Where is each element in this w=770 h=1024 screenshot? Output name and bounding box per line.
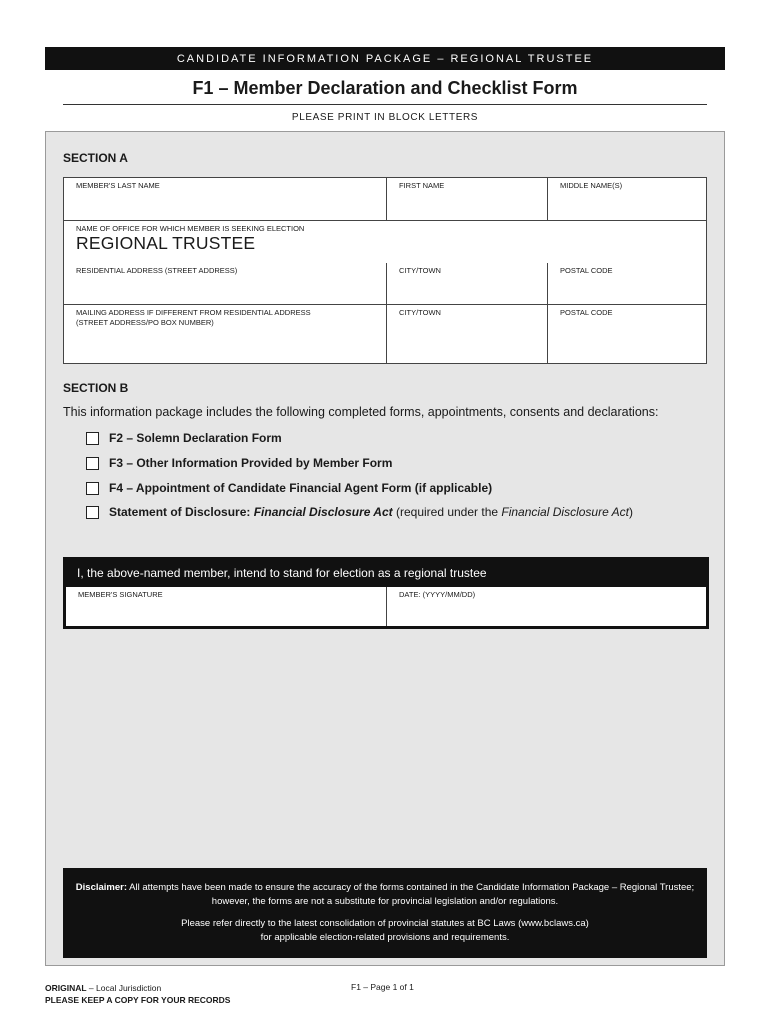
page-number: F1 – Page 1 of 1	[351, 982, 414, 992]
declaration-block	[63, 557, 709, 629]
disclaimer-text: All attempts have been made to ensure the accuracy of the forms contained in the Candidate Information Package – Regional Trustee; however, the forms are not a substitute for provincial legislation and/or regulations.	[127, 882, 695, 907]
first-name-field[interactable]	[386, 178, 547, 220]
section-a-heading: SECTION A	[63, 151, 128, 165]
footer-copy-note	[45, 982, 230, 1006]
bclaws-reference: Please refer directly to the latest consolidation of provincial statutes at BC Laws (www.bclaws.ca)	[181, 918, 589, 929]
disclosure-act-name: Financial Disclosure Act	[253, 505, 393, 519]
package-banner: CANDIDATE INFORMATION PACKAGE – REGIONAL TRUSTEE	[45, 47, 725, 70]
signature-row	[66, 587, 706, 626]
f2-checkbox[interactable]	[86, 432, 99, 445]
mailing-address-label-2: (STREET ADDRESS/PO BOX NUMBER)	[76, 318, 214, 327]
mailing-city-town-field[interactable]	[386, 304, 547, 363]
f4-checkbox[interactable]	[86, 482, 99, 495]
postal-code-field[interactable]	[547, 263, 706, 304]
mailing-postal-code-label: POSTAL CODE	[560, 308, 613, 317]
first-name-label: FIRST NAME	[399, 181, 445, 190]
f2-label: F2 – Solemn Declaration Form	[109, 431, 282, 445]
title-divider	[63, 104, 707, 105]
checklist-item-disclosure[interactable]	[86, 505, 633, 519]
f4-label: F4 – Appointment of Candidate Financial Agent Form (if applicable)	[109, 481, 493, 495]
middle-name-field[interactable]	[547, 178, 706, 220]
footer-jurisdiction: – Local Jurisdiction	[86, 983, 162, 993]
mailing-address-field[interactable]	[64, 304, 386, 363]
last-name-field[interactable]	[64, 178, 386, 220]
member-signature-label: MEMBER'S SIGNATURE	[78, 590, 163, 599]
f3-label: F3 – Other Information Provided by Member Form	[109, 456, 393, 470]
residential-address-field[interactable]	[64, 263, 386, 304]
city-town-field[interactable]	[386, 263, 547, 304]
member-signature-field[interactable]	[66, 587, 386, 626]
section-b-heading: SECTION B	[63, 381, 129, 395]
middle-name-label: MIDDLE NAME(S)	[560, 181, 623, 190]
disclosure-label-mid: (required under the	[392, 505, 502, 519]
section-a-fields	[63, 177, 707, 364]
disclosure-act-name-2: Financial Disclosure Act	[501, 505, 629, 519]
f3-checkbox[interactable]	[86, 457, 99, 470]
residential-address-label: RESIDENTIAL ADDRESS (STREET ADDRESS)	[76, 266, 238, 275]
mailing-postal-code-field[interactable]	[547, 304, 706, 363]
disclosure-label-end: )	[628, 505, 633, 519]
form-title: F1 – Member Declaration and Checklist Form	[192, 78, 578, 98]
city-town-label: CITY/TOWN	[399, 266, 441, 275]
office-value: REGIONAL TRUSTEE	[76, 233, 256, 253]
mailing-city-town-label: CITY/TOWN	[399, 308, 441, 317]
date-field[interactable]	[386, 587, 706, 626]
postal-code-label: POSTAL CODE	[560, 266, 613, 275]
checklist-item-f4[interactable]	[86, 481, 492, 495]
disclaimer-box	[63, 868, 707, 958]
checklist-item-f2[interactable]	[86, 431, 282, 445]
disclaimer-lead: Disclaimer:	[75, 882, 128, 893]
last-name-label: MEMBER'S LAST NAME	[76, 181, 160, 190]
date-label: DATE: (YYYY/MM/DD)	[399, 590, 476, 599]
disclosure-label	[109, 505, 633, 519]
disclosure-label-lead: Statement of Disclosure:	[109, 505, 254, 519]
declaration-statement: I, the above-named member, intend to stand for election as a regional trustee	[77, 566, 487, 580]
bclaws-reference-2: for applicable election-related provisions and requirements.	[260, 932, 510, 943]
footer-keep-copy: PLEASE KEEP A COPY FOR YOUR RECORDS	[45, 995, 231, 1005]
mailing-address-label-1: MAILING ADDRESS IF DIFFERENT FROM RESIDENTIAL ADDRESS	[76, 308, 311, 317]
section-b-intro: This information package includes the following completed forms, appointments, consents and declarations:	[63, 405, 659, 419]
disclosure-checkbox[interactable]	[86, 506, 99, 519]
checklist-item-f3[interactable]	[86, 456, 392, 470]
footer-original: ORIGINAL	[45, 983, 87, 993]
office-label: NAME OF OFFICE FOR WHICH MEMBER IS SEEKING ELECTION	[76, 224, 305, 233]
print-instruction: PLEASE PRINT IN BLOCK LETTERS	[291, 112, 479, 123]
